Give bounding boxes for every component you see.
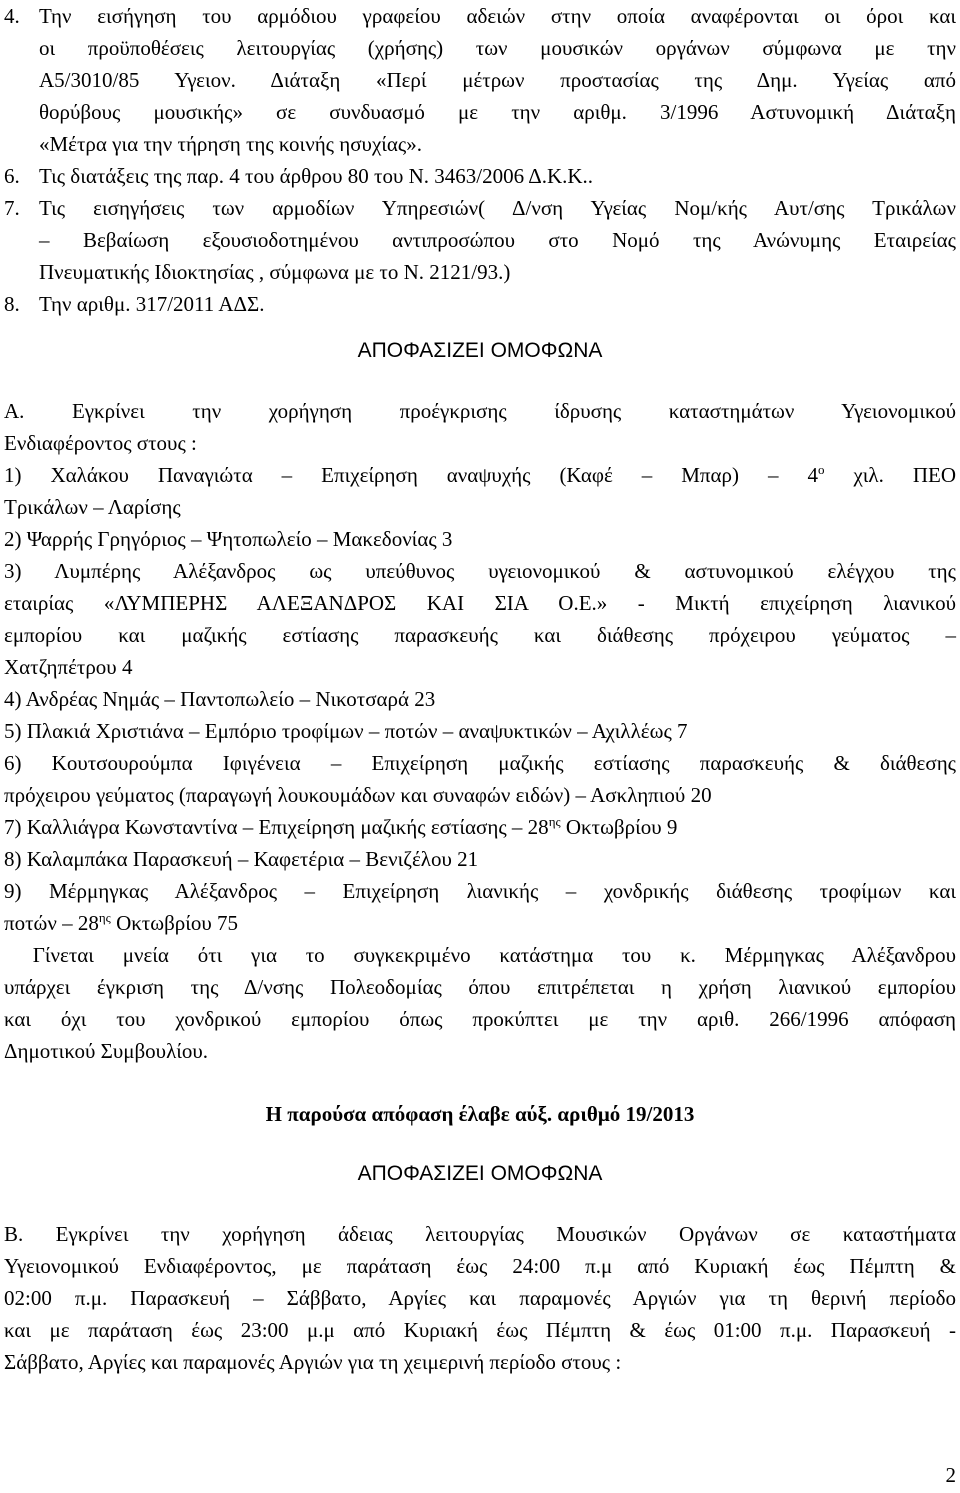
- note-line: Γίνεται μνεία ότι για το συγκεκριμένο κατάστημα του κ. Μέρμηγκας Αλέξανδρου: [4, 943, 956, 967]
- section-b-line: 02:00 π.μ. Παρασκευή – Σάββατο, Αργίες και παραμονές Αργιών για τη θερινή περίοδο: [4, 1286, 956, 1310]
- text-line: Την εισήγηση του αρμόδιου γραφείου αδειών στην οποία αναφέρονται οι όροι και: [39, 4, 956, 28]
- entry-9-line-2: ποτών – $28^{\eta\varsigma}$ Οκτωβρίου 75: [4, 910, 239, 935]
- text-line: Α5/3010/85 Υγειον. Διάταξη «Περί μέτρων προστασίας της Δημ. Υγείας από: [39, 68, 956, 92]
- entry-7: 7) Καλλιάγρα Κωνσταντίνα – Επιχείρηση μαζικής εστίασης – $28^{\eta\varsigma}$ Οκτωβρίου 9: [4, 814, 678, 839]
- entry-6-line: πρόχειρου γεύματος (παραγωγή λουκουμάδων και συναφών ειδών) – Ασκληπιού 20: [4, 783, 712, 807]
- note-line: Δημοτικού Συμβουλίου.: [4, 1039, 209, 1063]
- entry-2: 2) Ψαρρής Γρηγόριος – Ψητοπωλείο – Μακεδονίας 3: [4, 527, 453, 551]
- section-b-line: Σάββατο, Αργίες και παραμονές Αργιών για τη χειμερινή περίοδο στους :: [4, 1350, 622, 1374]
- decision-number: Η παρούσα απόφαση έλαβε αύξ. αριθμό 19/2013: [265, 1102, 695, 1126]
- item-number: 4.: [4, 4, 20, 28]
- item-number: 6.: [4, 164, 20, 188]
- note-line: υπάρχει έγκριση της Δ/νσης Πολεοδομίας όπου επιτρέπεται η χρήση λιανικού εμπορίου: [4, 975, 956, 999]
- entry-3-line: εμπορίου και μαζικής εστίασης παρασκευής και διάθεσης πρόχειρου γεύματος –: [4, 623, 956, 647]
- text-line: οι προϋποθέσεις λειτουργίας (χρήσης) των μουσικών οργάνων σύμφωνα με την: [39, 36, 956, 60]
- entry-8: 8) Καλαμπάκα Παρασκευή – Καφετέρια – Βενιζέλου 21: [4, 847, 479, 871]
- page-number: 2: [945, 1462, 956, 1487]
- text-line: «Μέτρα για την τήρηση της κοινής ησυχίας».: [39, 132, 422, 156]
- text-line: Τις εισηγήσεις των αρμοδίων Υπηρεσιών( Δ/νση Υγείας Νομ/κής Αυτ/σης Τρικάλων: [39, 196, 956, 220]
- entry-3-line: εταιρίας «ΛΥΜΠΕΡΗΣ ΑΛΕΞΑΝΔΡΟΣ ΚΑΙ ΣΙΑ Ο.Ε.» - Μικτή επιχείρηση λιανικού: [4, 591, 956, 615]
- item-number: 8.: [4, 292, 20, 316]
- decision-heading: ΑΠΟΦΑΣΙΖΕΙ ΟΜΟΦΩΝΑ: [357, 1162, 603, 1185]
- text-line: Πνευματικής Ιδιοκτησίας , σύμφωνα με το Ν. 2121/93.): [39, 260, 511, 284]
- section-a-intro-line: Ενδιαφέροντος στους :: [4, 431, 197, 455]
- entry-6-line: 6) Κουτσουρούμπα Ιφιγένεια – Επιχείρηση μαζικής εστίασης παρασκευής & διάθεσης: [4, 751, 956, 775]
- entry-5: 5) Πλακιά Χριστιάνα – Εμπόριο τροφίμων – ποτών – αναψυκτικών – Αχιλλέως 7: [4, 719, 688, 743]
- entry-9-line-1: 9) Μέρμηγκας Αλέξανδρος – Επιχείρηση λιανικής – χονδρικής διάθεσης τροφίμων και: [4, 879, 956, 903]
- section-b-line: Β. Εγκρίνει την χορήγηση άδειας λειτουργίας Μουσικών Οργάνων σε καταστήματα: [4, 1222, 956, 1246]
- entry-1-line-1: 1) Χαλάκου Παναγιώτα – Επιχείρηση αναψυχής $(K\alpha\varphi έ - M\pi\alpha\rho) - 4^o$ χιλ. ΠΕΟ: [4, 462, 957, 487]
- decision-heading: ΑΠΟΦΑΣΙΖΕΙ ΟΜΟΦΩΝΑ: [357, 339, 603, 362]
- text-line: Τις διατάξεις της παρ. 4 του άρθρου 80 του Ν. 3463/2006 Δ.Κ.Κ..: [39, 164, 594, 188]
- entry-3-line: Χατζηπέτρου 4: [4, 655, 133, 679]
- text-line: – Βεβαίωση εξουσιοδοτημένου αντιπροσώπου στο Νομό της Ανώνυμης Εταιρείας: [39, 228, 956, 252]
- note-line: και όχι του χονδρικού εμπορίου όπως προκύπτει με την αριθ. 266/1996 απόφαση: [4, 1007, 956, 1031]
- section-b-line: Υγειονομικού Ενδιαφέροντος, με παράταση έως 24:00 π.μ από Κυριακή έως Πέμπτη &: [4, 1254, 956, 1278]
- entry-3-line: 3) Λυμπέρης Αλέξανδρος ως υπεύθυνος υγειονομικού & αστυνομικού ελέγχου της: [4, 559, 956, 583]
- section-a-intro-line: Α. Εγκρίνει την χορήγηση προέγκρισης ίδρυσης καταστημάτων Υγειονομικού: [4, 399, 956, 423]
- entry-4: 4) Ανδρέας Νημάς – Παντοπωλείο – Νικοτσαρά 23: [4, 687, 436, 711]
- entry-1-line-2: Τρικάλων – Λαρίσης: [4, 495, 181, 519]
- text-line: θορύβους μουσικής» σε συνδυασμό με την αριθμ. 3/1996 Αστυνομική Διάταξη: [39, 100, 956, 124]
- text-line: Την αριθμ. 317/2011 ΑΔΣ.: [39, 292, 265, 316]
- section-b-line: και με παράταση έως 23:00 μ.μ από Κυριακή έως Πέμπτη & έως 01:00 π.μ. Παρασκευή -: [4, 1318, 956, 1342]
- item-number: 7.: [4, 196, 20, 220]
